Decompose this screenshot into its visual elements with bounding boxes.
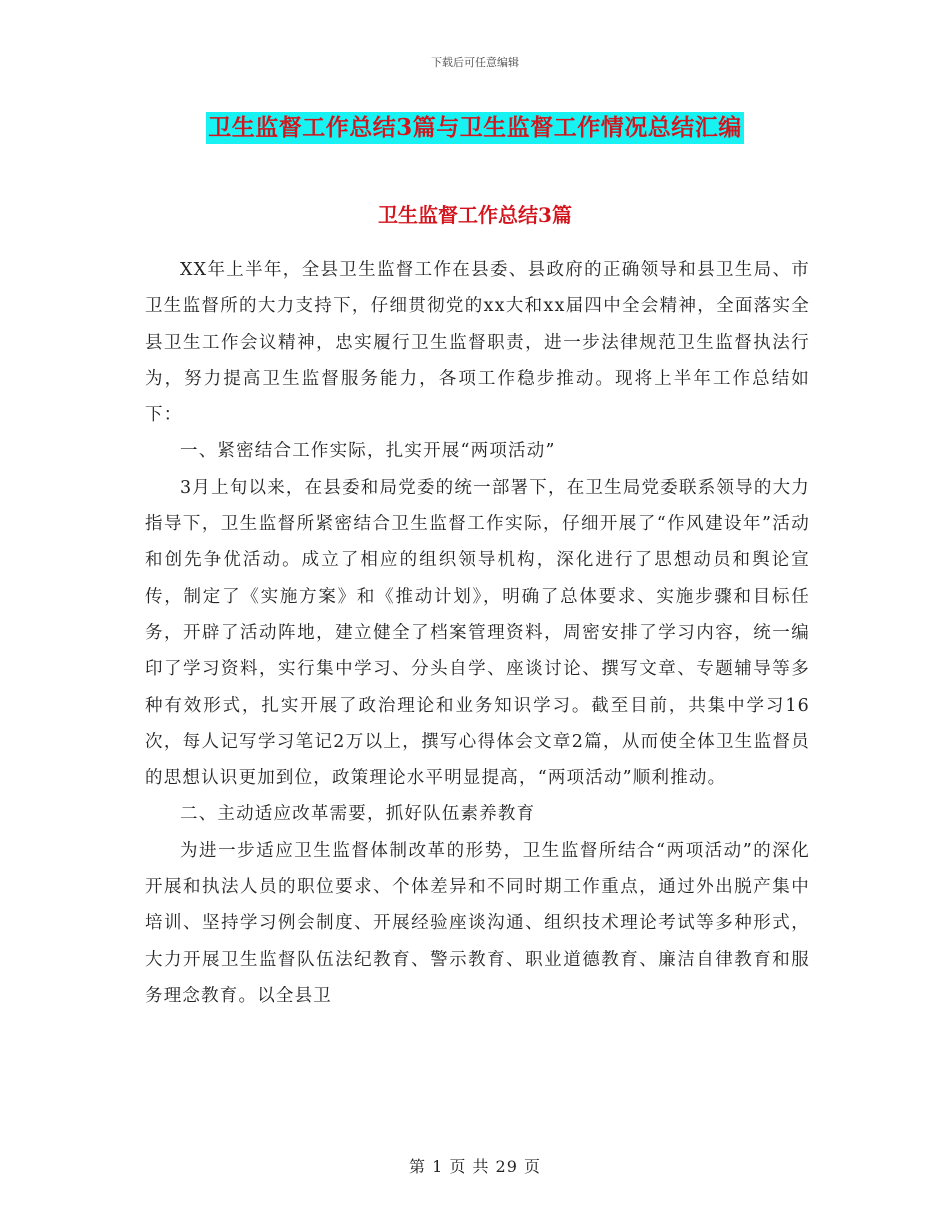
paragraph-section-1: 3月上旬以来，在县委和局党委的统一部署下，在卫生局党委联系领导的大力指导下，卫生监督所紧密结合卫生监督工作实际，仔细开展了“作风建设年”活动和创先争优活动。成立了相应的组织领导机构，深化进行了思想动员和舆论宣传，制定了《实施方案》和《推动计划》，明确了总体要求、实施步骤和目标任务，开辟了活动阵地，建立健全了档案管理资料，周密安排了学习内容，统一编印了学习资料，实行集中学习、分头自学、座谈讨论、撰写文章、专题辅导等多种有效形式，扎实开展了政治理论和业务知识学习。截至目前，共集中学习16次，每人记写学习笔记2万以上，撰写心得体会文章2篇，从而使全体卫生监督员的思想认识更加到位，政策理论水平明显提高，“两项活动”顺利推动。 xyxy=(145,477,810,789)
main-title: 卫生监督工作总结3篇与卫生监督工作情况总结汇编 xyxy=(206,112,744,144)
body-text xyxy=(145,252,810,1014)
paragraph-section-2: 为进一步适应卫生监督体制改革的形势，卫生监督所结合“两项活动”的深化开展和执法人员的职位要求、个体差异和不同时期工作重点，通过外出脱产集中培训、坚持学习例会制度、开展经验座谈沟通、组织技术理论考试等多种形式，大力开展卫生监督队伍法纪教育、警示教育、职业道德教育、廉洁自律教育和服务理念教育。以全县卫 xyxy=(145,840,810,1006)
page-number: 第 1 页 共 29 页 xyxy=(409,1157,541,1176)
paragraph-intro: XX年上半年，全县卫生监督工作在县委、县政府的正确领导和县卫生局、市卫生监督所的大力支持下，仔细贯彻党的xx大和xx届四中全会精神，全面落实全县卫生工作会议精神，忠实履行卫生监督职责，进一步法律规范卫生监督执法行为，努力提高卫生监督服务能力，各项工作稳步推动。现将上半年工作总结如下： xyxy=(145,260,810,426)
main-title-container xyxy=(0,112,950,144)
section-heading-1: 一、紧密结合工作实际，扎实开展“两项活动” xyxy=(180,441,556,462)
sub-title: 卫生监督工作总结3篇 xyxy=(378,203,572,227)
header-note: 下载后可任意编辑 xyxy=(431,56,519,69)
section-heading-2: 二、主动适应改革需要，抓好队伍素养教育 xyxy=(180,804,536,825)
